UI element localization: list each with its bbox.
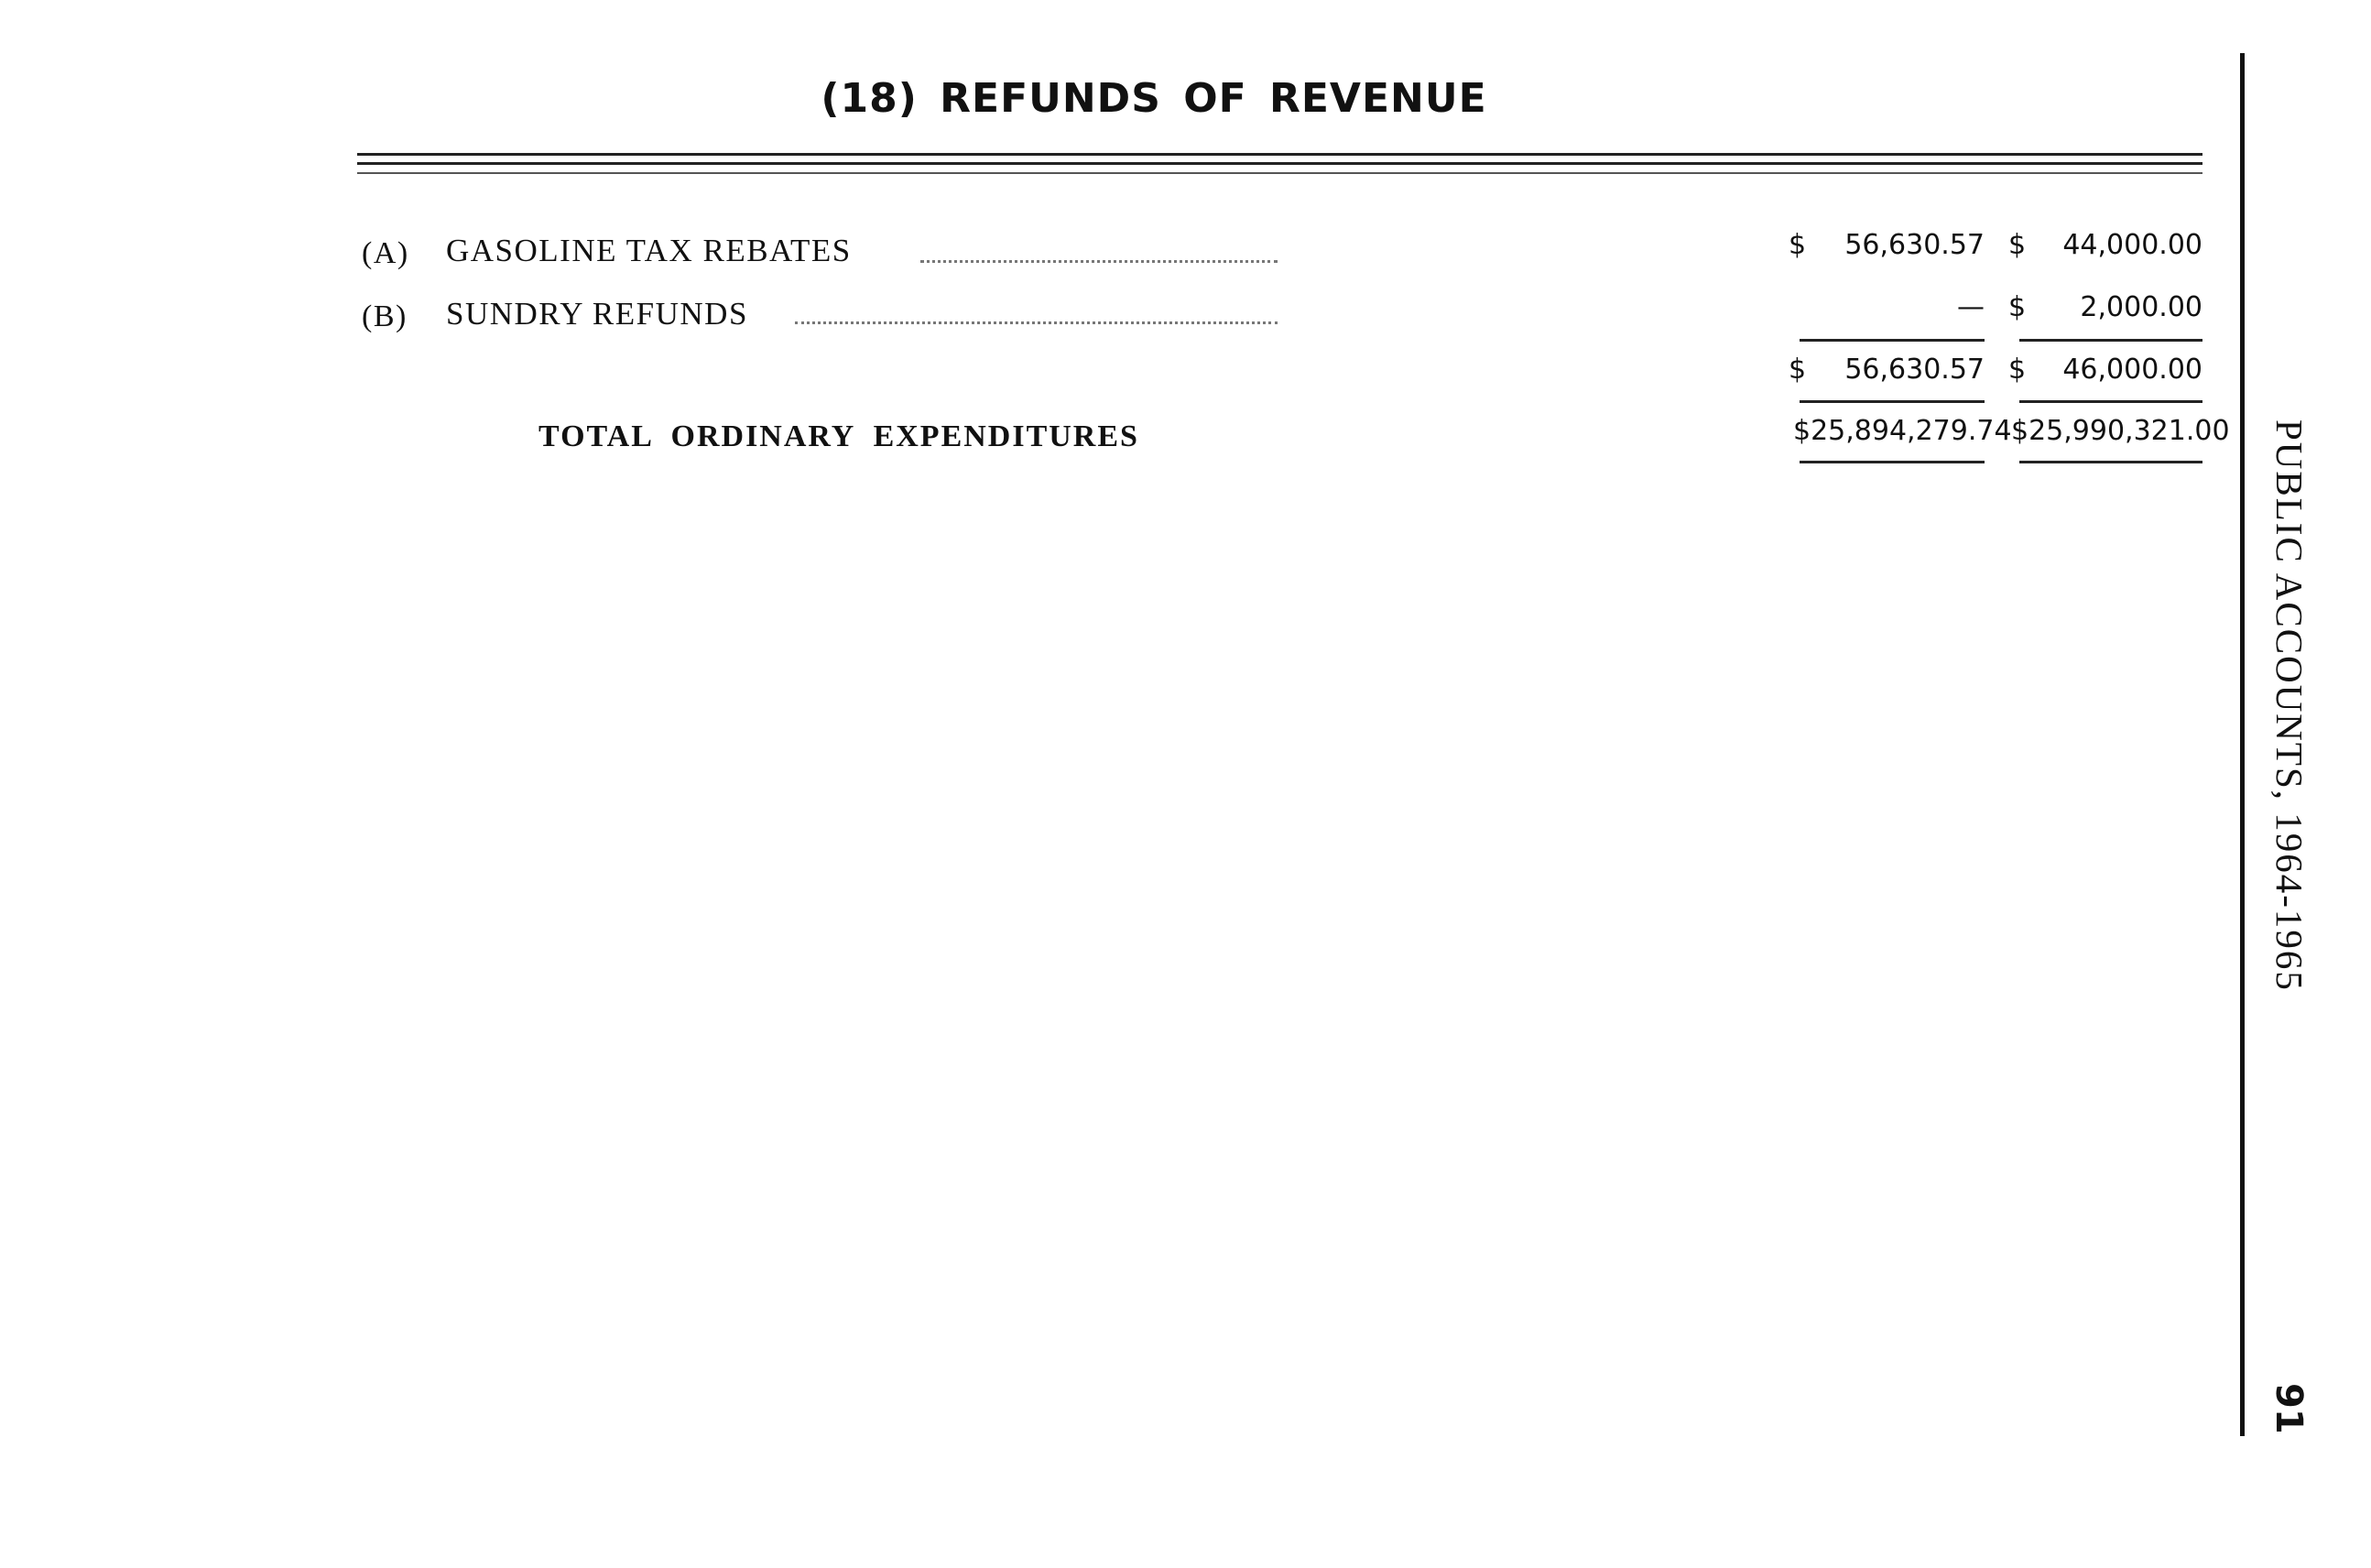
total-double-underline-col2 <box>2019 461 2202 463</box>
line-item-label: GASOLINE TAX REBATES <box>446 233 852 268</box>
amount-value: — <box>1957 291 1985 323</box>
currency-symbol: $ <box>1789 354 1807 386</box>
currency-symbol: $ <box>1789 229 1807 261</box>
title-rule-bottom <box>357 172 2202 174</box>
subtotal-underline-col2 <box>2019 339 2202 342</box>
currency-symbol: $ <box>2008 291 2027 323</box>
total-col2: $25,990,321.00 <box>2011 415 2230 447</box>
line-item-label: SUNDRY REFUNDS <box>446 296 748 332</box>
total-double-underline-col1 <box>1800 461 1985 463</box>
total-underline-col2 <box>2019 400 2202 403</box>
amount-value: 56,630.57 <box>1844 229 1985 261</box>
currency-symbol: $ <box>2008 229 2027 261</box>
dot-leader <box>795 321 1278 324</box>
amount-value: 56,630.57 <box>1844 354 1985 386</box>
total-col1: $25,894,279.74 <box>1793 415 2012 447</box>
amount-value: 46,000.00 <box>2062 354 2202 386</box>
title-rule-middle <box>357 162 2202 165</box>
margin-rule <box>2240 53 2245 1436</box>
line-item-letter: (A) <box>362 236 409 270</box>
dot-leader <box>920 260 1278 263</box>
total-label: TOTAL ORDINARY EXPENDITURES <box>538 419 1139 453</box>
running-header <box>2268 419 2322 1079</box>
amount-value: 44,000.00 <box>2062 229 2202 261</box>
section-title: (18) REFUNDS OF REVENUE <box>821 75 1487 122</box>
line-item-letter: (B) <box>362 299 408 333</box>
amount-value: 2,000.00 <box>2080 291 2202 323</box>
total-underline-col1 <box>1800 400 1985 403</box>
page-number: 91 <box>2268 1383 2310 1434</box>
title-rule-top <box>357 153 2202 156</box>
subtotal-underline-col1 <box>1800 339 1985 342</box>
currency-symbol: $ <box>2008 354 2027 386</box>
running-header-text: PUBLIC ACCOUNTS, 1964-1965 <box>2268 419 2311 992</box>
